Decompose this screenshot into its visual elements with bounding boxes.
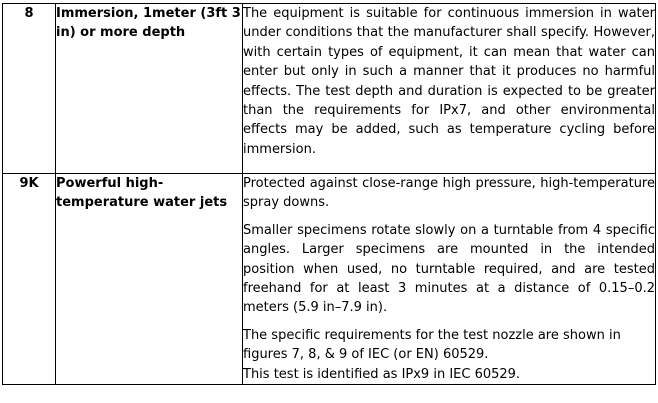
description-cell — [243, 4, 656, 174]
ip-code-cell — [3, 174, 56, 385]
ip-code: 8 — [24, 6, 34, 21]
nozzle-requirements-text: The specific requirements for the test nozzle are shown in figures 7, 8, & 9 of IEC (or EN) 60529. — [243, 327, 621, 363]
protection-name-cell — [56, 174, 243, 385]
table-row — [3, 4, 656, 174]
test-identification-text: This test is identified as IPx9 in IEC 60529. — [243, 366, 521, 382]
description-paragraph — [243, 326, 655, 384]
description-paragraph: Smaller specimens rotate slowly on a turntable from 4 specific angles. Larger specimens are mounted in the intended position when used, no turntable required, and are tested freehand for at least 3 minutes at a distance of 0.15–0.2 meters (5.9 in–7.9 in). — [243, 222, 655, 316]
ip-code: 9K — [19, 176, 39, 191]
protection-name: Immersion, 1meter (3ft 3 in) or more depth — [56, 6, 241, 41]
ip-rating-table — [2, 3, 656, 385]
description-paragraph: The equipment is suitable for continuous immersion in water under conditions that the manufacturer shall specify. However, with certain types of equipment, it can mean that water can enter but only in such a manner that it produces no harmful effects. The test depth and duration is expected to be greater than the requirements for IPx7, and other environmental effects may be added, such as temperature cycling before immersion. — [243, 6, 655, 157]
protection-name: Powerful high-temperature water jets — [56, 176, 228, 211]
description-cell — [243, 174, 656, 385]
ip-code-cell — [3, 4, 56, 174]
description-paragraph: Protected against close-range high pressure, high-temperature spray downs. — [243, 176, 655, 211]
protection-name-cell — [56, 4, 243, 174]
table-row — [3, 174, 656, 385]
